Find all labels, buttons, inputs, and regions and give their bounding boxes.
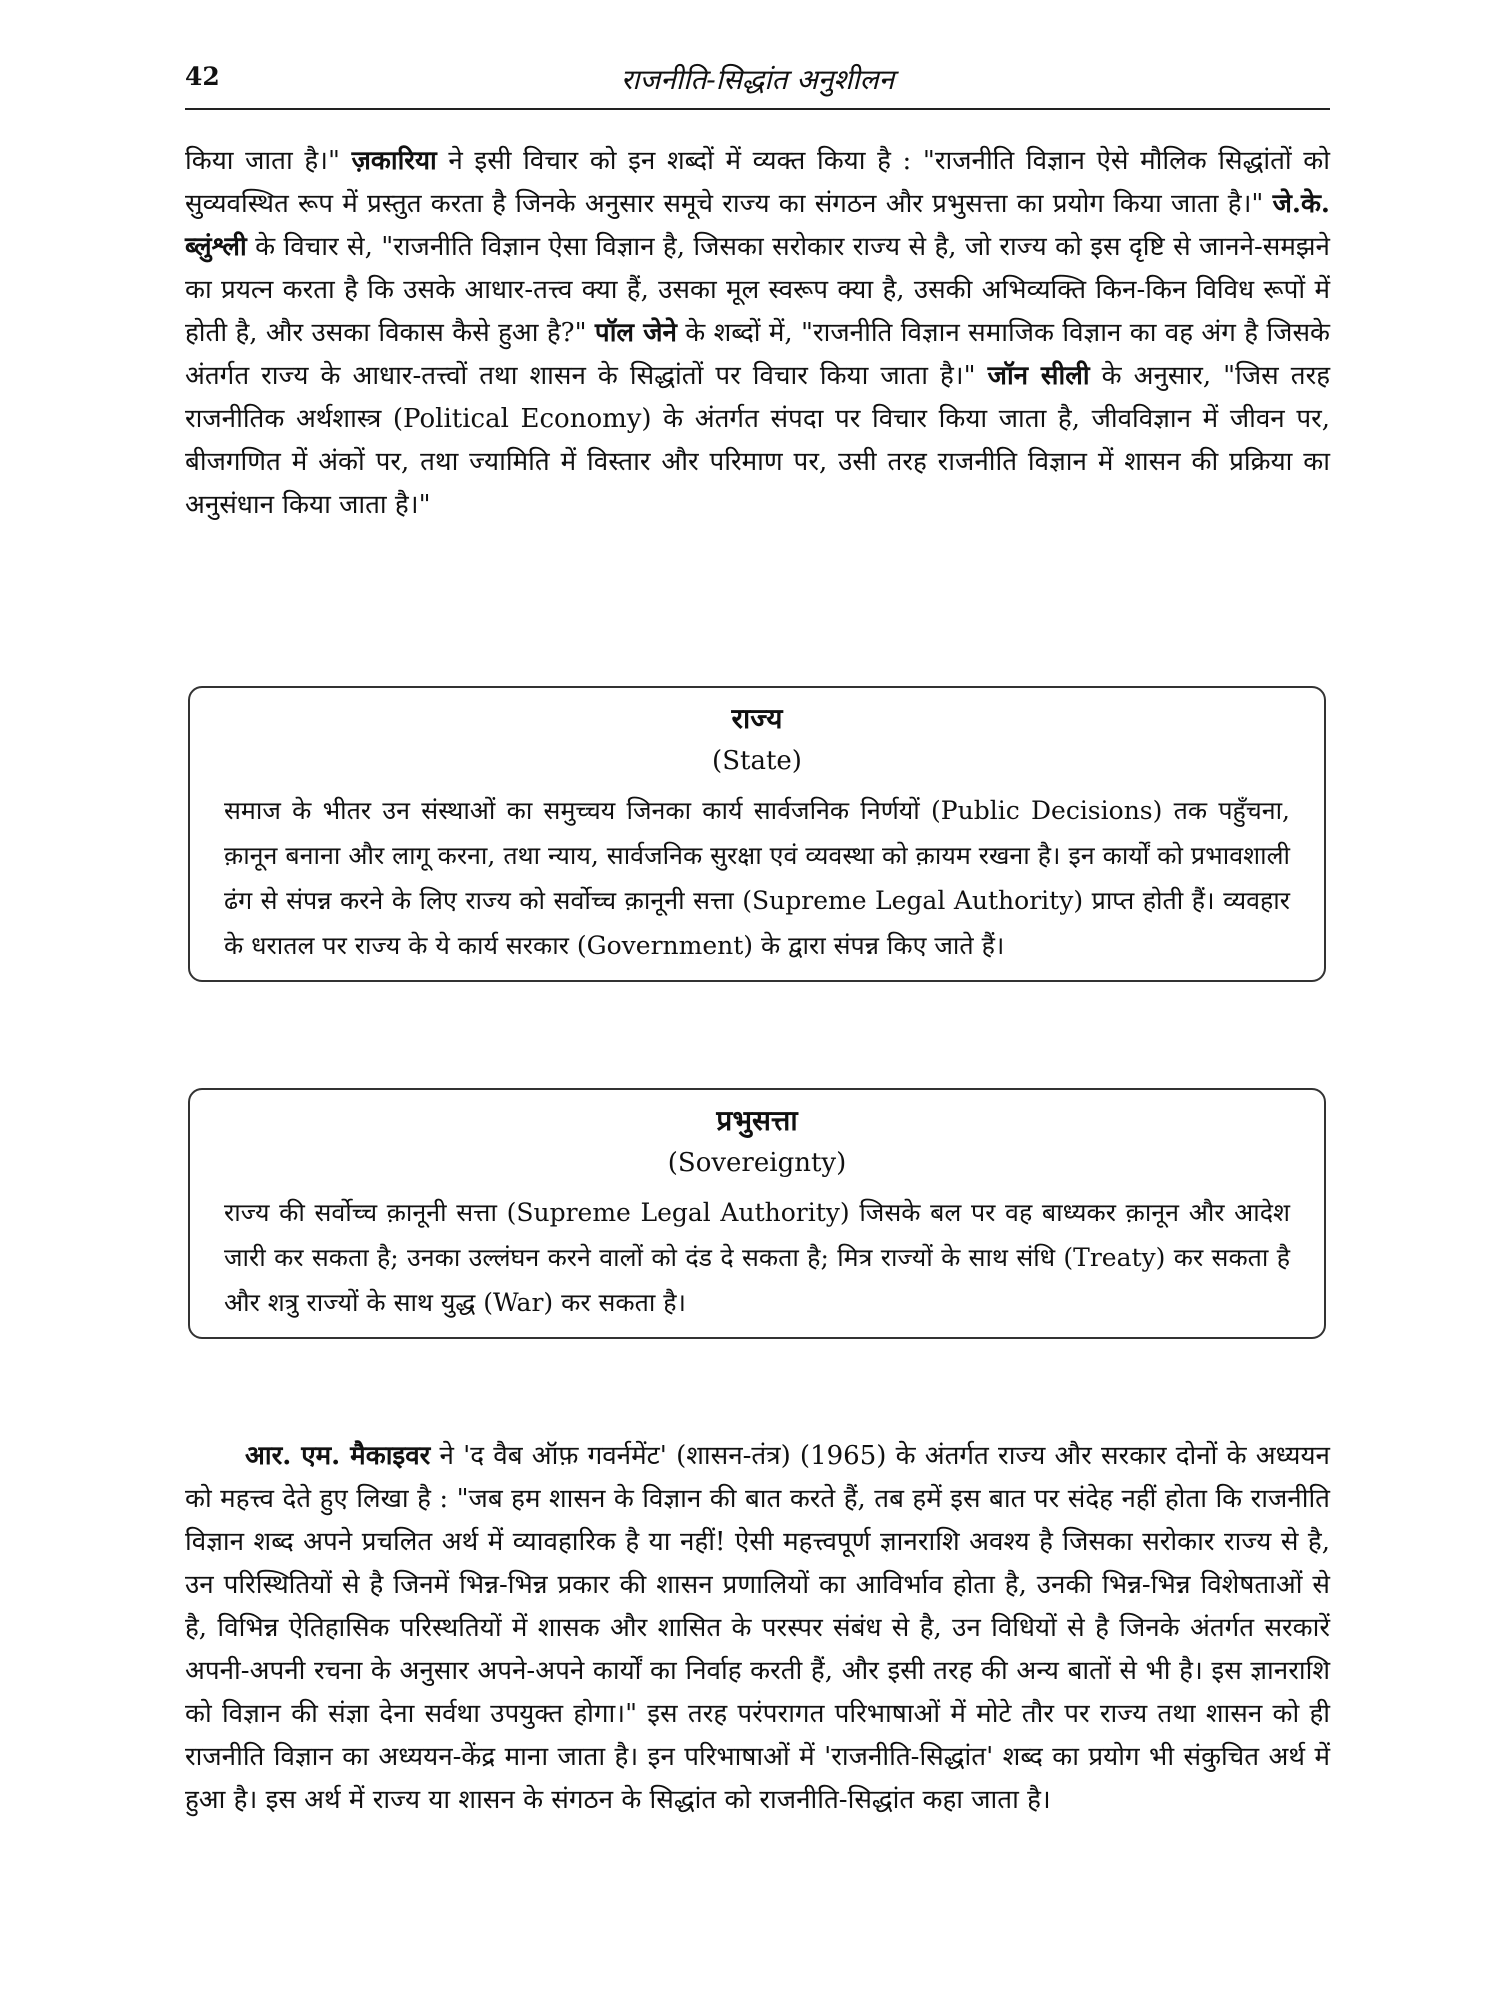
para1-text-3: के विचार से, "राजनीति विज्ञान ऐसा विज्ञान है, जिसका सरोकार राज्य से है, जो राज्य को इस दृष्टि से जानने-समझने का प्रयत्न करता है कि उसके आधार-तत्त्व क्या हैं, उसका मूल स्वरूप क्या है, उसकी अभिव्यक्ति किन-किन विविध रूपों में होती है, और उसका विकास कैसे हुआ है?" <box>185 232 1330 348</box>
author-zakaria: ज़कारिया <box>351 146 437 176</box>
definition-box-sovereignty <box>188 1088 1326 1339</box>
para1-text-5: के अनुसार, "जिस तरह राजनीतिक अर्थशास्त्र (Political Economy) के अंतर्गत संपदा पर विचार किया जाता है, जीवविज्ञान में जीवन पर, बीजगणित में अंकों पर, तथा ज्यामिति में विस्तार और परिमाण पर, उसी तरह राजनीति विज्ञान में शासन की प्रक्रिया का अनुसंधान किया जाता है।" <box>185 361 1331 520</box>
para2-text: ने 'द वैब ऑफ़ गवर्नमेंट' (शासन-तंत्र) (1965) के अंतर्गत राज्य और सरकार दोनों के अध्ययन को महत्त्व देते हुए लिखा है : "जब हम शासन के विज्ञान की बात करते हैं, तब हमें इस बात पर संदेह नहीं होता कि राजनीति विज्ञान शब्द अपने प्रचलित अर्थ में व्यावहारिक है या नहीं! ऐसी महत्त्वपूर्ण ज्ञानराशि अवश्य है जिसका सरोकार राज्य से है, उन परिस्थितियों से है जिनमें भिन्न-भिन्न प्रकार की शासन प्रणालियों का आविर्भाव होता है, उनकी भिन्न-भिन्न विशेषताओं से है, विभिन्न ऐतिहासिक परिस्थतियों में शासक और शासित के परस्पर संबंध से है, उन विधियों से है जिनके अंतर्गत सरकारें अपनी-अपनी रचना के अनुसार अपने-अपने कार्यों का निर्वाह करती हैं, और इसी तरह की अन्य बातों से भी है। इस ज्ञानराशि को विज्ञान की संज्ञा देना सर्वथा उपयुक्त होगा।" इस तरह परंपरागत परिभाषाओं में मोटे तौर पर राज्य तथा शासन को ही राजनीति विज्ञान का अध्ययन-केंद्र माना जाता है। इन परिभाषाओं में 'राजनीति-सिद्धांत' शब्द का प्रयोग भी संकुचित अर्थ में हुआ है। इस अर्थ में राज्य या शासन के संगठन के सिद्धांत को राजनीति-सिद्धांत कहा जाता है। <box>185 1441 1330 1815</box>
box-title-state: राज्य <box>731 702 783 735</box>
para1-text-1: किया जाता है।" <box>185 146 352 176</box>
page-number: 42 <box>185 62 220 91</box>
box-subtitle-state: (State) <box>712 746 802 776</box>
author-maciver: आर. एम. मैकाइवर <box>245 1441 431 1471</box>
paragraph-definitions <box>185 140 1330 527</box>
definition-box-state <box>188 686 1326 982</box>
author-janet: पॉल जेने <box>594 318 677 348</box>
para1-text-4: के शब्दों में, "राजनीति विज्ञान समाजिक विज्ञान का वह अंग है जिसके अंतर्गत राज्य के आधार-तत्त्वों तथा शासन के सिद्धांतों पर विचार किया जाता है।" <box>185 318 1331 391</box>
box-subtitle-sovereignty: (Sovereignty) <box>667 1148 847 1178</box>
author-bluntschli: जे.के. ब्लुंश्ली <box>185 189 1330 262</box>
page-header <box>185 58 1330 110</box>
box-title-sovereignty: प्रभुसत्ता <box>716 1104 798 1137</box>
author-seeley: जॉन सीली <box>987 361 1090 391</box>
running-title: राजनीति-सिद्धांत अनुशीलन <box>620 63 895 96</box>
box-body-state: समाज के भीतर उन संस्थाओं का समुच्चय जिनका कार्य सार्वजनिक निर्णयों (Public Decisions) तक पहुँचना, क़ानून बनाना और लागू करना, तथा न्याय, सार्वजनिक सुरक्षा एवं व्यवस्था को क़ायम रखना है। इन कार्यों को प्रभावशाली ढंग से संपन्न करने के लिए राज्य को सर्वोच्च क़ानूनी सत्ता (Supreme Legal Authority) प्राप्त होती हैं। व्यवहार के धरातल पर राज्य के ये कार्य सरकार (Government) के द्वारा संपन्न किए जाते हैं। <box>224 796 1290 960</box>
para1-text-2: ने इसी विचार को इन शब्दों में व्यक्त किया है : "राजनीति विज्ञान ऐसे मौलिक सिद्धांतों को सुव्यवस्थित रूप में प्रस्तुत करता है जिनके अनुसार समूचे राज्य का संगठन और प्रभुसत्ता का प्रयोग किया जाता है।" <box>185 146 1330 219</box>
box-body-sovereignty: राज्य की सर्वोच्च क़ानूनी सत्ता (Supreme Legal Authority) जिसके बल पर वह बाध्यकर क़ानून और आदेश जारी कर सकता है; उनका उल्लंघन करने वालों को दंड दे सकता है; मित्र राज्यों के साथ संधि (Treaty) कर सकता है और शत्रु राज्यों के साथ युद्ध (War) कर सकता है। <box>224 1198 1290 1317</box>
paragraph-maciver <box>185 1435 1330 1822</box>
